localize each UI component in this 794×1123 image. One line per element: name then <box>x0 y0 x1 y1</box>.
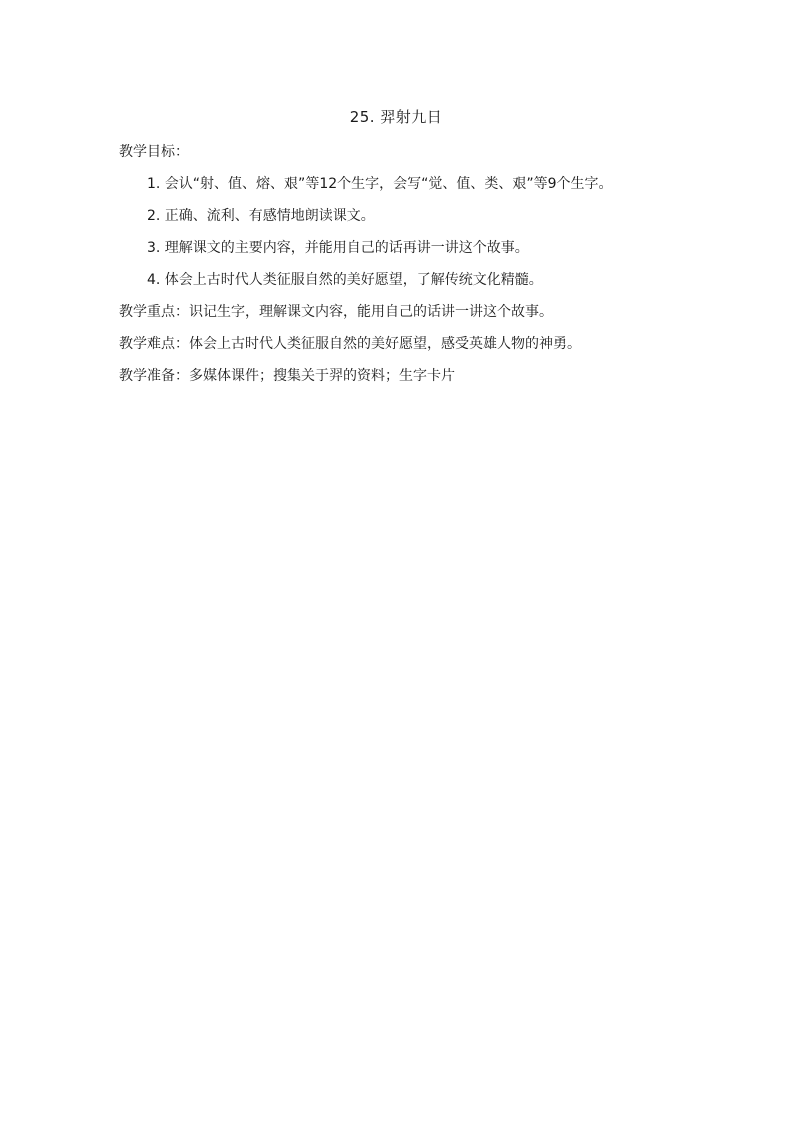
preparation-row <box>119 360 679 392</box>
page-title: 25. 羿射九日 <box>349 108 443 126</box>
preparation-label: 教学准备： <box>119 368 189 384</box>
key-points-label: 教学重点： <box>119 304 189 320</box>
objective-item-1: 1. 会认“射、值、熔、艰”等12个生字，会写“觉、值、类、艰”等9个生字。 <box>147 176 613 192</box>
preparation-text: 多媒体课件；搜集关于羿的资料；生字卡片 <box>189 368 455 384</box>
objective-item-3: 3. 理解课文的主要内容，并能用自己的话再讲一讲这个故事。 <box>147 240 529 256</box>
key-points-row <box>119 296 679 328</box>
objective-item-4: 4. 体会上古时代人类征服自然的美好愿望，了解传统文化精髓。 <box>147 272 543 288</box>
key-points-text: 识记生字，理解课文内容，能用自己的话讲一讲这个故事。 <box>189 304 553 320</box>
difficulties-text: 体会上古时代人类征服自然的美好愿望，感受英雄人物的神勇。 <box>189 336 581 352</box>
difficulties-label: 教学难点： <box>119 336 189 352</box>
objective-item-2: 2. 正确、流利、有感情地朗读课文。 <box>147 208 375 224</box>
difficulties-row <box>119 328 679 360</box>
document-body <box>119 106 679 392</box>
objectives-heading: 教学目标： <box>119 144 189 160</box>
